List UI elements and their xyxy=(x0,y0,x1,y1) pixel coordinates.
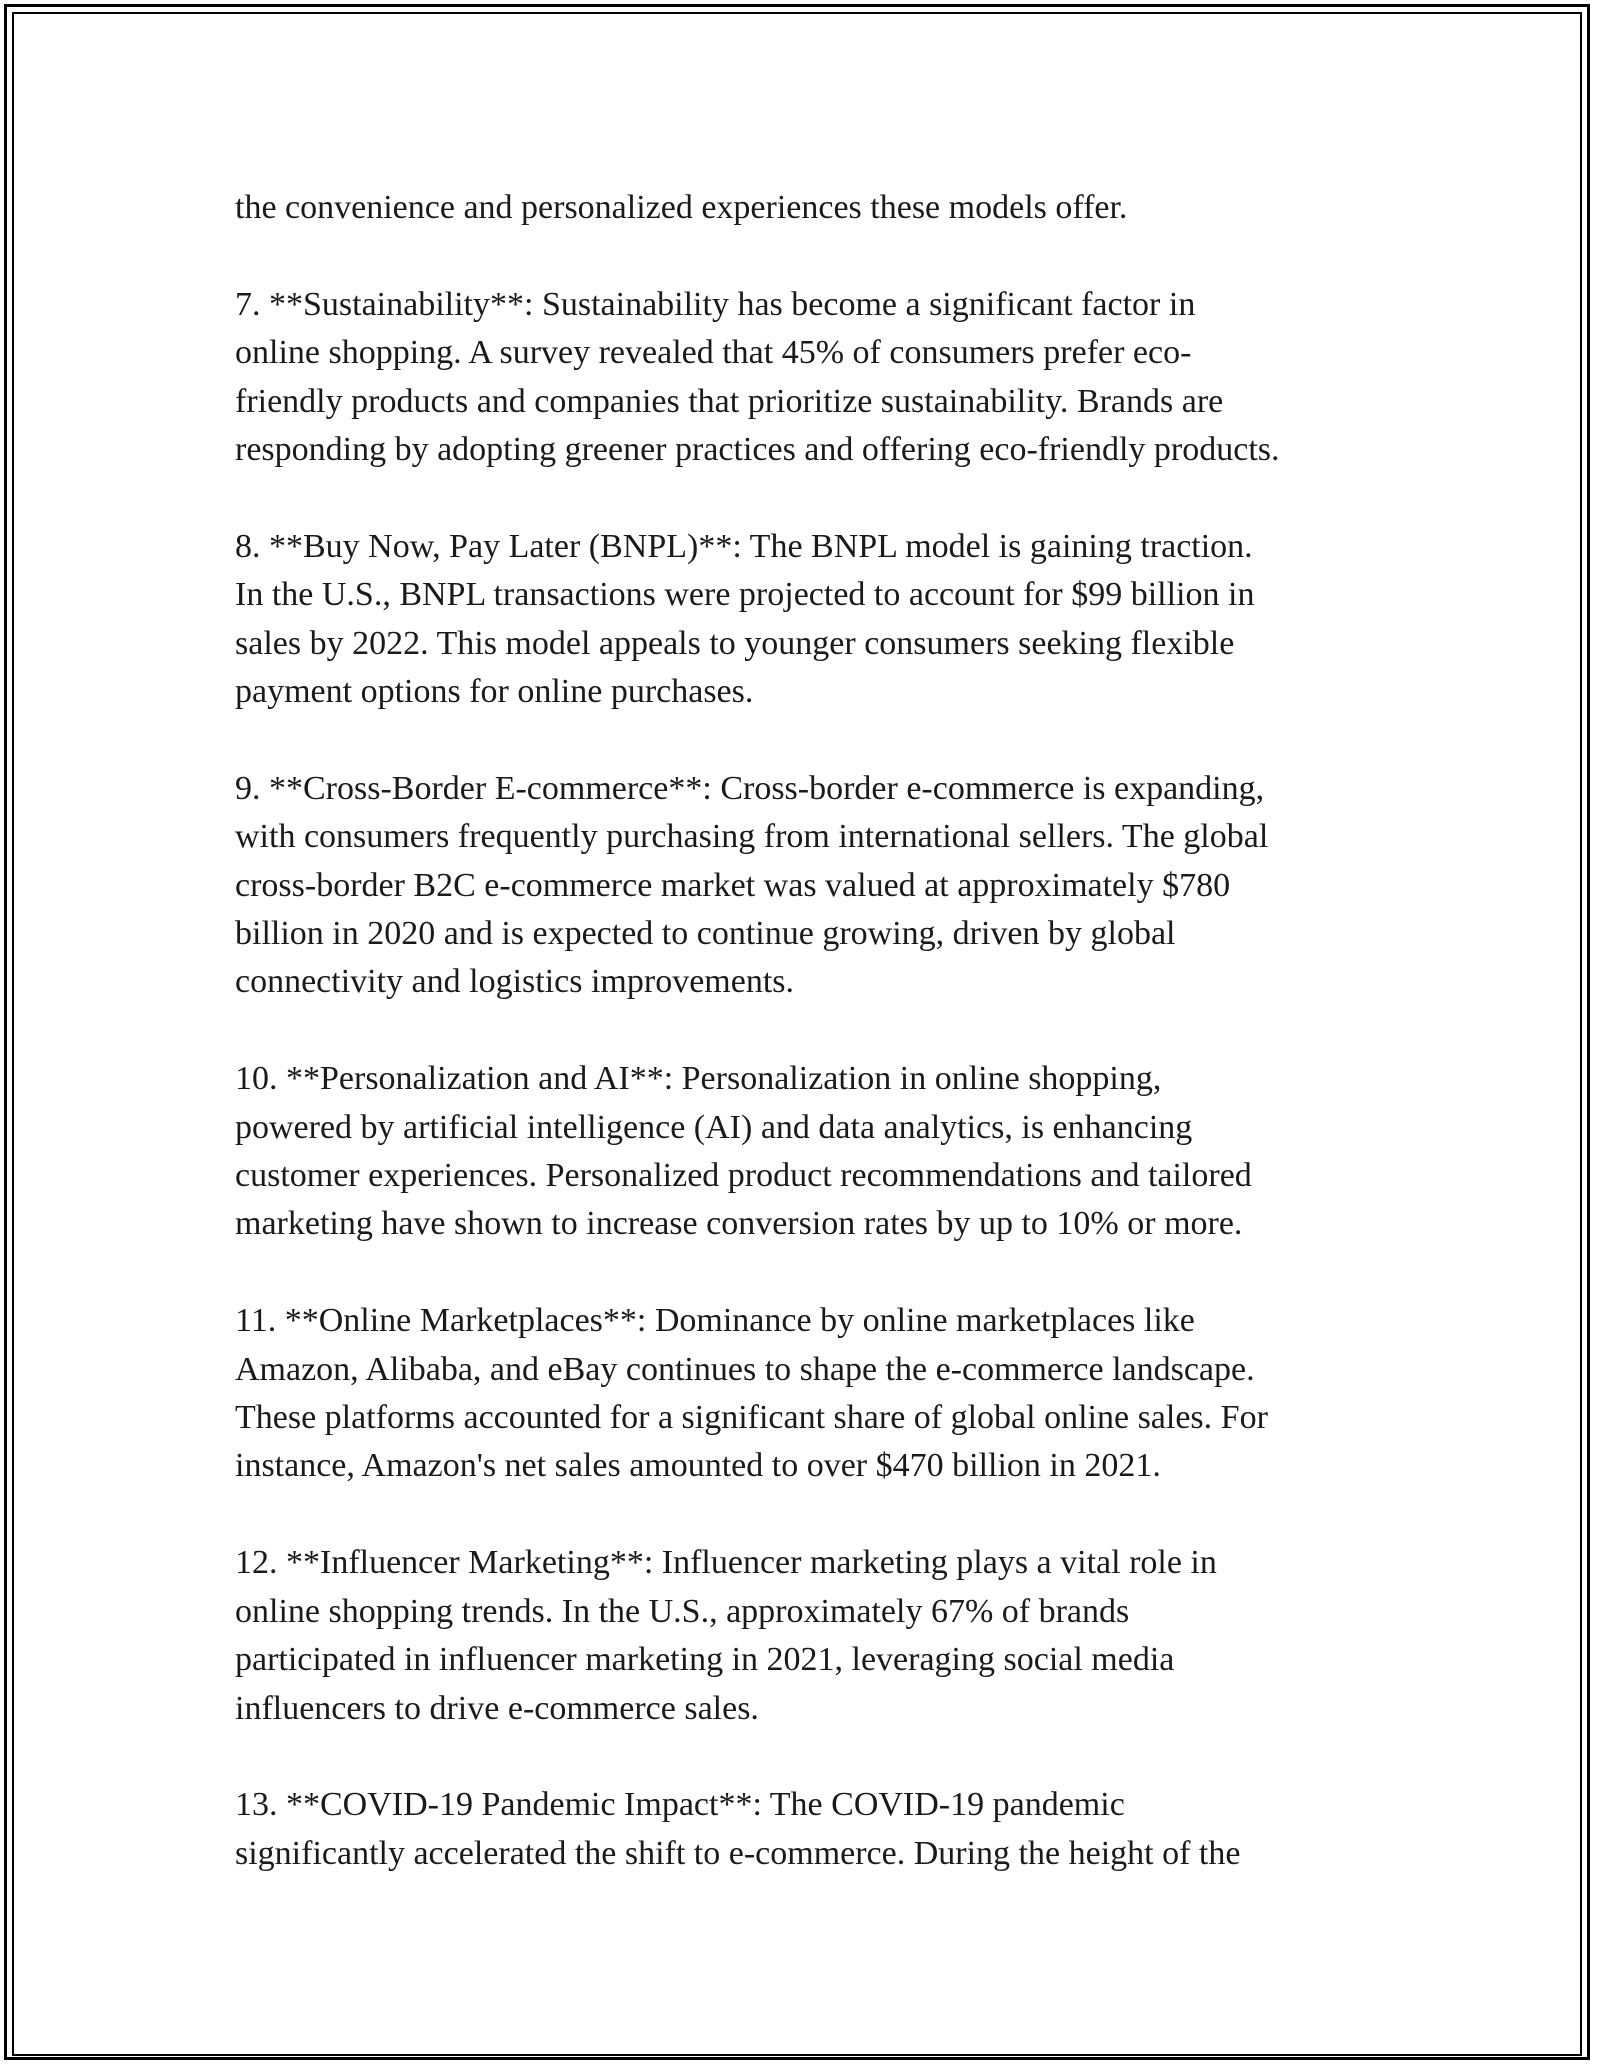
paragraph-personalization-ai: 10. **Personalization and AI**: Personalization in online shopping, powered by artificial intelligence (AI) and data analytics, is enhancing customer experiences. Personalized product recommendations and tailored marketing have shown to increase conversion rates by up to 10% or more. xyxy=(235,1060,1252,1243)
paragraph-cross-border: 9. **Cross-Border E-commerce**: Cross-border e-commerce is expanding, with consumers frequently purchasing from international sellers. The global cross-border B2C e-commerce market was valued at approximately $780 billion in 2020 and is expected to continue growing, driven by global connectivity and logistics improvements. xyxy=(235,769,1269,1001)
paragraph-covid-impact: 13. **COVID-19 Pandemic Impact**: The COVID-19 pandemic significantly accelerated the shift to e-commerce. During the height of the xyxy=(235,1786,1241,1872)
paragraph-sustainability: 7. **Sustainability**: Sustainability has become a significant factor in online shopping. A survey revealed that 45% of consumers prefer eco- friendly products and companies that prioritize sustainability. Brands are responding by adopting greener practices and offering eco-friendly products. xyxy=(235,285,1280,469)
paragraph-online-marketplaces: 11. **Online Marketplaces**: Dominance by online marketplaces like Amazon, Alibaba, and eBay continues to shape the e-commerce landscape. These platforms accounted for a significant share of global online sales. For instance, Amazon's net sales amounted to over $470 billion in 2021. xyxy=(235,1302,1268,1485)
paragraph-influencer-marketing: 12. **Influencer Marketing**: Influencer marketing plays a vital role in online shopping trends. In the U.S., approximately 67% of brands participated in influencer marketing in 2021, leveraging social media influencers to drive e-commerce sales. xyxy=(235,1544,1217,1727)
paragraph-continuation: the convenience and personalized experiences these models offer. xyxy=(235,189,1128,226)
document-body xyxy=(235,184,1375,1927)
paragraph-bnpl: 8. **Buy Now, Pay Later (BNPL)**: The BNPL model is gaining traction. In the U.S., BNPL transactions were projected to account for $99 billion in sales by 2022. This model appeals to younger consumers seeking flexible payment options for online purchases. xyxy=(235,527,1255,711)
